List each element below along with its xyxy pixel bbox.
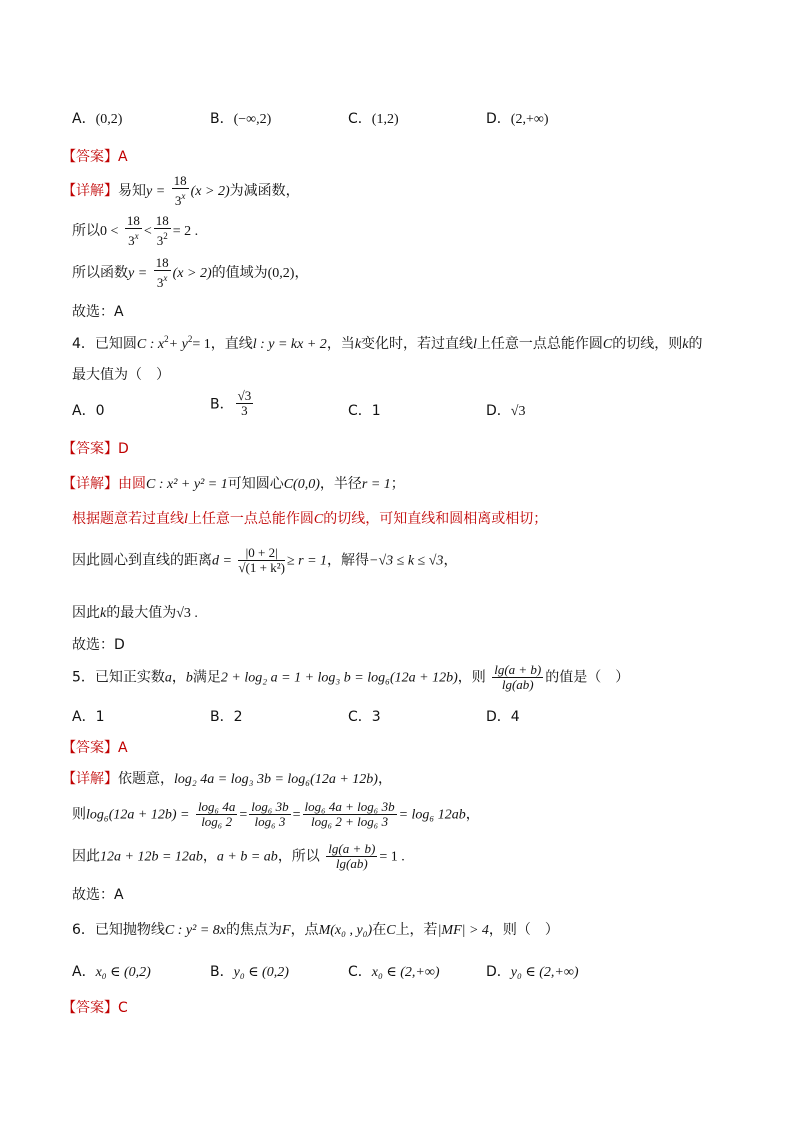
math: r = 1 <box>361 477 391 492</box>
q3-detail-line2: 所以0 < $\frac{18}{3^x}$ < $\frac{18}{3^2}$ = 2 . <box>72 213 199 248</box>
detail-label: 【详解】 <box>62 771 118 787</box>
fraction <box>326 842 377 871</box>
q5-detail-line1 <box>62 768 392 788</box>
text: 的值域为 <box>211 265 268 281</box>
fraction-num: √3 <box>237 388 252 403</box>
fraction-den: lg(ab) <box>335 856 368 871</box>
text: 的焦点为 <box>226 922 282 938</box>
math: y = <box>128 266 148 281</box>
text: 上，若 <box>395 922 438 938</box>
q6-option-d <box>486 961 578 981</box>
fraction-num: 18 <box>173 173 187 188</box>
text: 根据题意若过直线 <box>72 511 184 527</box>
option-letter: D． <box>486 964 511 980</box>
den-exp: x <box>163 273 168 283</box>
fraction-num: lg(a + b) <box>494 662 542 677</box>
math: 0 < <box>100 224 119 239</box>
text: ，当 <box>326 336 355 352</box>
fraction <box>125 214 142 248</box>
option-letter: B． <box>210 964 234 980</box>
option-value: (1,2) <box>371 112 399 127</box>
q4-stem-line1: 4．已知圆C : $x^2+ y^2= 1$，直线l : y = kx + 2，当k变化时，若过直线l上任意一点总能作圆C的切线，则k的 <box>72 334 703 352</box>
option-letter: C． <box>348 964 372 980</box>
fraction-num: log₆ 4a <box>197 799 236 814</box>
text: 依题意， <box>118 771 174 787</box>
text: ， <box>377 771 392 787</box>
den-base: 3 <box>128 233 135 248</box>
fraction <box>249 800 290 829</box>
fraction-den <box>125 229 142 248</box>
text: ，所以 <box>277 848 320 865</box>
q3-option-b <box>210 108 271 128</box>
math: C <box>602 337 613 352</box>
fraction-den: √(1 + k²) <box>238 560 285 575</box>
answer-label: 【答案】 <box>62 1000 118 1016</box>
math: C(0,0) <box>283 477 320 492</box>
text: 可知圆心 <box>227 476 284 492</box>
q6-option-a <box>72 961 151 981</box>
text: 的切线，则 <box>612 336 683 352</box>
option-value: √3 <box>510 404 526 419</box>
text: ，直线 <box>210 336 253 352</box>
math: b <box>185 670 193 686</box>
math: C <box>386 923 396 938</box>
math: C : y² = 8x <box>164 923 226 938</box>
text: 所以 <box>72 223 100 239</box>
den-exp: x <box>134 231 139 241</box>
option-letter: D． <box>486 111 511 127</box>
option-text: D．4 <box>486 709 520 725</box>
answer-value: A <box>118 149 128 165</box>
math: + y <box>168 337 188 352</box>
option-text: A．1 <box>72 709 105 725</box>
math: ≥ r = 1 <box>286 553 328 569</box>
q4-detail-line3 <box>72 546 457 575</box>
fraction-num: lg(a + b) <box>328 841 376 856</box>
option-value: y₀ ∈ (0,2) <box>233 965 289 980</box>
math: a + b = ab <box>216 849 278 865</box>
q5-option-b <box>210 706 243 726</box>
math: k <box>100 606 107 621</box>
option-value: (2,+∞) <box>510 112 549 127</box>
q3-option-d <box>486 108 548 128</box>
q5-option-a <box>72 706 104 726</box>
fraction-num: log₆ 4a + log₆ 3b <box>304 799 395 814</box>
detail-label: 【详解】 <box>62 476 118 492</box>
q5-option-d <box>486 706 520 726</box>
math: k <box>682 337 689 352</box>
text: ， <box>465 806 480 823</box>
q5-detail-line2: 则log₆(12a + 12b) = $\frac{\text{log₆ 4a}}{\text{log₆ 2}}$ = $\frac{\text{log₆ 3b}}{\text{log₆ 3}}$ = $\frac{\text{log₆ 4a + log₆ 3b}}{\text{log₆ 2 + log₆ 3}}$ = log₆ 12ab， <box>72 799 480 829</box>
answer-value: C <box>118 1000 128 1016</box>
q4-detail-line1 <box>62 473 405 493</box>
text: 在 <box>372 922 387 938</box>
answer-label: 【答案】 <box>62 740 118 756</box>
answer-value: A <box>118 740 128 756</box>
text: ，则 <box>457 669 486 686</box>
option-text: C．3 <box>348 709 381 725</box>
q4-choose <box>72 634 125 654</box>
fraction <box>238 546 285 575</box>
option-text: C．1 <box>348 403 381 419</box>
text: ， <box>202 848 217 865</box>
text: 因此圆心到直线的距离 <box>72 552 212 569</box>
math: (0,2) <box>267 266 295 281</box>
fraction <box>154 214 171 248</box>
math: = log₆ 12ab <box>398 807 466 823</box>
text: ， <box>443 552 458 569</box>
math: d = <box>212 553 232 569</box>
text: 最大值为（ ） <box>72 367 170 383</box>
q4-detail-line2 <box>72 508 547 528</box>
option-value: x₀ ∈ (0,2) <box>95 965 151 980</box>
answer-value: D <box>118 441 129 457</box>
den-base: 3 <box>174 193 182 208</box>
math: l <box>184 512 188 527</box>
fraction-den: log₆ 3 <box>254 814 286 829</box>
text: ， <box>294 265 309 281</box>
fraction-num: 18 <box>155 213 169 228</box>
text: ， <box>171 669 186 686</box>
den-base: 3 <box>156 233 164 248</box>
fraction-den <box>154 229 171 248</box>
option-value: (−∞,2) <box>233 112 272 127</box>
q6-option-b <box>210 961 289 981</box>
fraction-num: log₆ 3b <box>251 799 289 814</box>
text: 满足 <box>192 669 221 686</box>
q6-option-c <box>348 961 439 981</box>
q6-answer <box>62 997 128 1017</box>
math: log₂ 4a = log₃ 3b = log₆(12a + 12b) <box>174 772 378 787</box>
text: 为减函数， <box>229 183 300 199</box>
option-letter: B． <box>210 111 234 127</box>
text: 所以函数 <box>72 265 128 281</box>
answer-label: 【答案】 <box>62 441 118 457</box>
q5-option-c <box>348 706 381 726</box>
q3-answer <box>62 146 128 166</box>
math: = 1 <box>192 337 211 352</box>
q4-option-b <box>210 389 255 418</box>
math: −√3 ≤ k ≤ √3 <box>369 553 444 569</box>
option-letter: C． <box>348 111 372 127</box>
fraction <box>303 800 397 829</box>
text: 故选：A <box>72 887 124 903</box>
text: 由圆 <box>118 476 146 492</box>
math: 12a + 12b = 12ab <box>100 849 203 865</box>
math: log₆(12a + 12b) = <box>86 807 190 823</box>
fraction <box>154 256 171 290</box>
math: y = <box>146 184 166 199</box>
option-letter: B． <box>210 396 234 413</box>
fraction-den: lg(ab) <box>501 677 534 692</box>
text: 则 <box>72 806 86 823</box>
fraction-den: log₆ 2 <box>201 814 233 829</box>
option-text: B．2 <box>210 709 243 725</box>
option-value: y₀ ∈ (2,+∞) <box>510 965 579 980</box>
q3-option-c <box>348 108 399 128</box>
math: = 1 . <box>379 849 405 865</box>
option-text: A．0 <box>72 403 105 419</box>
math: C <box>313 512 324 527</box>
den-exp: 2 <box>163 231 168 241</box>
math: M(x₀ , y₀) <box>318 923 373 938</box>
math: √3 . <box>176 606 198 621</box>
option-value: x₀ ∈ (2,+∞) <box>371 965 440 980</box>
text: 5．已知正实数 <box>72 669 165 686</box>
option-value: (0,2) <box>95 112 123 127</box>
math: C : x <box>136 337 165 352</box>
text: ，则（ ） <box>488 922 559 938</box>
fraction <box>492 663 543 692</box>
text: 故选：D <box>72 637 125 653</box>
option-letter: A． <box>72 964 96 980</box>
fraction-num: 18 <box>126 213 140 228</box>
text: 因此 <box>72 848 100 865</box>
fraction-num: |0 + 2| <box>238 546 285 561</box>
math: |MF| > 4 <box>437 923 489 938</box>
text: 变化时，若过直线 <box>361 336 474 352</box>
fraction-den <box>172 189 189 208</box>
q3-choose <box>72 301 124 321</box>
answer-label: 【答案】 <box>62 149 118 165</box>
text: 6．已知抛物线 <box>72 922 165 938</box>
q5-answer <box>62 737 128 757</box>
math: l <box>473 337 477 352</box>
text: 上任意一点总能作圆 <box>187 511 314 527</box>
text: 4．已知圆 <box>72 336 137 352</box>
q4-option-d <box>486 400 525 420</box>
q5-stem <box>72 663 629 692</box>
math: l : y = kx + 2 <box>252 337 327 352</box>
q6-stem <box>72 919 559 939</box>
q4-option-a <box>72 400 104 420</box>
text: 上任意一点总能作圆 <box>476 336 603 352</box>
q4-detail-line4 <box>72 602 198 622</box>
q4-option-c <box>348 400 381 420</box>
q4-answer <box>62 438 129 458</box>
fraction <box>236 389 254 418</box>
text: ； <box>390 476 405 492</box>
den-base: 3 <box>156 275 164 290</box>
q4-stem-line2 <box>72 364 170 384</box>
q5-choose <box>72 884 124 904</box>
math: = 2 . <box>172 224 199 239</box>
math: (x > 2) <box>190 184 230 199</box>
text: ，半径 <box>319 476 362 492</box>
fraction-num: 18 <box>155 255 169 270</box>
math: 2 + log₂ a = 1 + log₃ b = log₆(12a + 12b) <box>220 670 458 686</box>
text: ，解得 <box>327 552 370 569</box>
q3-detail-line3 <box>72 256 308 290</box>
fraction <box>196 800 237 829</box>
text: 易知 <box>118 183 146 199</box>
text: 因此 <box>72 605 100 621</box>
text: ，点 <box>290 922 319 938</box>
detail-label: 【详解】 <box>62 183 118 199</box>
q5-detail-line3 <box>72 842 405 871</box>
math: a <box>164 670 172 686</box>
fraction-den: 3 <box>241 403 248 418</box>
text: 的 <box>688 336 703 352</box>
text: 的最大值为 <box>106 605 177 621</box>
option-letter: D． <box>486 403 511 419</box>
text: 的切线，可知直线和圆相离或相切； <box>323 511 548 527</box>
q3-detail-line1 <box>62 174 300 208</box>
den-exp: x <box>181 191 186 201</box>
fraction <box>172 174 189 208</box>
fraction-den: log₆ 2 + log₆ 3 <box>311 814 389 829</box>
math: (x > 2) <box>172 266 212 281</box>
math: F <box>282 923 291 938</box>
option-letter: A． <box>72 111 96 127</box>
math: C : x² + y² = 1 <box>146 477 228 492</box>
math: k <box>354 337 362 352</box>
text: 的值是（ ） <box>545 669 630 686</box>
q3-option-a <box>72 108 122 128</box>
fraction-den <box>154 271 171 290</box>
text: 故选：A <box>72 304 124 320</box>
